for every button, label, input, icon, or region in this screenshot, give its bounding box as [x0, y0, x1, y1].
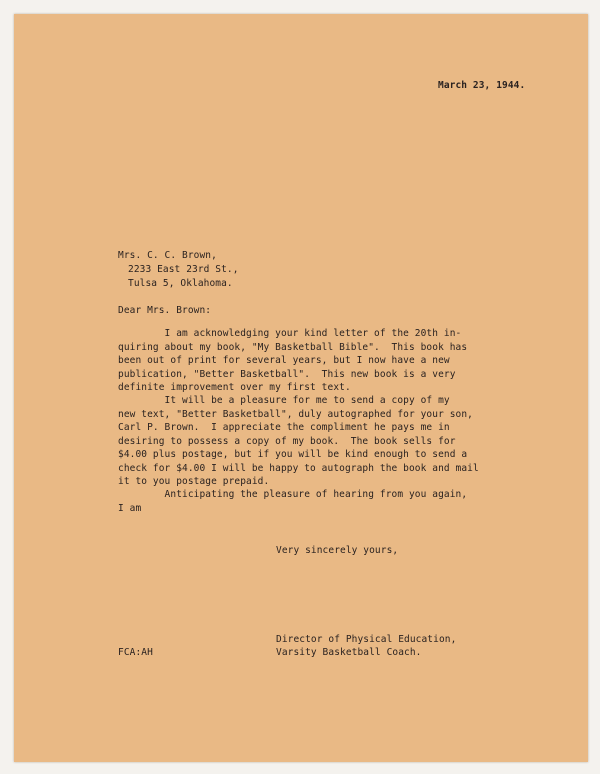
- paragraph-line: desiring to possess a copy of my book. The book sells for: [118, 435, 456, 447]
- typist-initials: FCA:AH: [118, 647, 153, 658]
- paragraph-line: new text, "Better Basketball", duly autographed for your son,: [118, 408, 473, 420]
- recipient-street: 2233 East 23rd St.,: [128, 264, 239, 275]
- complimentary-close: Very sincerely yours,: [276, 545, 399, 556]
- paragraph-line: been out of print for several years, but I now have a new: [118, 355, 450, 366]
- paragraph-line: It will be a pleasure for me to send a copy of my: [118, 395, 450, 406]
- paragraph-line: check for $4.00 I will be happy to autograph the book and mail: [118, 462, 479, 474]
- recipient-city: Tulsa 5, Oklahoma.: [128, 278, 233, 289]
- paragraph-line: Anticipating the pleasure of hearing from you again,: [118, 489, 468, 500]
- paragraph-line: I am acknowledging your kind letter of the 20th in-: [118, 328, 462, 339]
- signature-title-line-2: Varsity Basketball Coach.: [276, 647, 422, 658]
- letter-page: [14, 14, 588, 762]
- paragraph-line: $4.00 plus postage, but if you will be kind enough to send a: [118, 449, 468, 460]
- recipient-name: Mrs. C. C. Brown,: [118, 250, 217, 261]
- body-paragraph-2: [118, 394, 518, 489]
- signature-title-line-1: Director of Physical Education,: [276, 634, 457, 645]
- paragraph-line: Carl P. Brown. I appreciate the compliment he pays me in: [118, 422, 450, 433]
- body-paragraph-3: [118, 488, 518, 515]
- salutation: Dear Mrs. Brown:: [118, 305, 212, 316]
- paragraph-line: definite improvement over my first text.: [118, 382, 351, 393]
- letter-date: March 23, 1944.: [438, 80, 526, 91]
- body-paragraph-1: [118, 327, 518, 395]
- paragraph-line: it to you postage prepaid.: [118, 476, 270, 487]
- paragraph-line: publication, "Better Basketball". This new book is a very: [118, 368, 456, 380]
- paragraph-line: quiring about my book, "My Basketball Bible". This book has: [118, 341, 468, 353]
- paragraph-line: I am: [118, 502, 142, 514]
